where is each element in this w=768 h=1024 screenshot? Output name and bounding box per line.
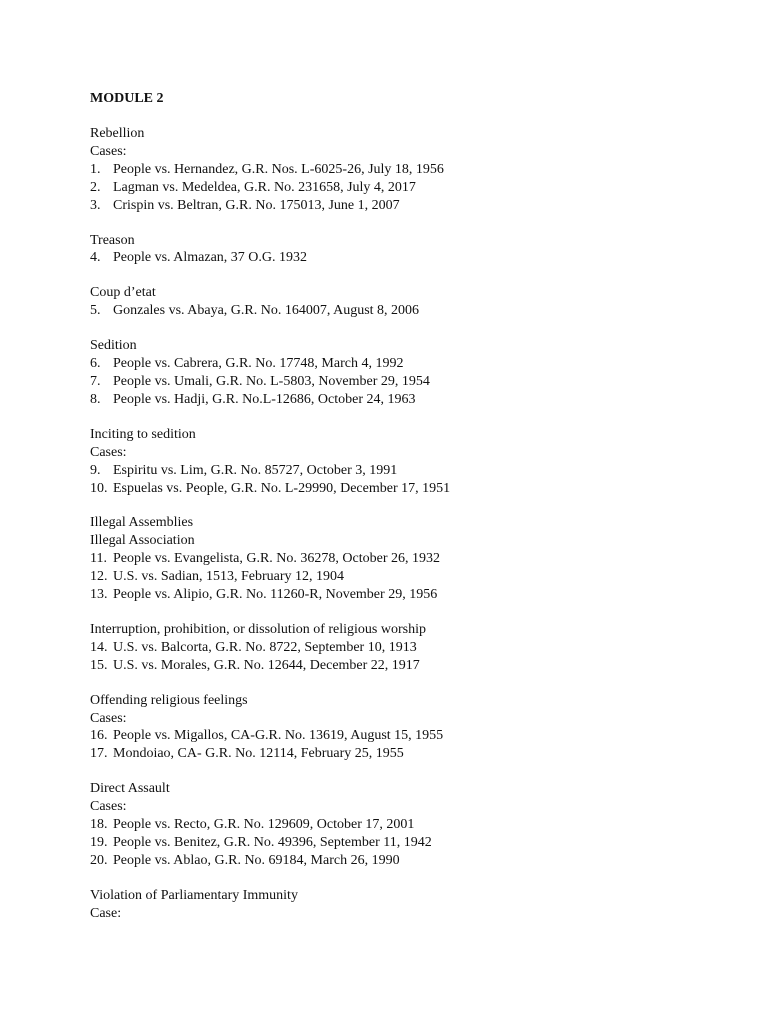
- case-number: 7.: [90, 373, 101, 389]
- case-item: [90, 657, 730, 675]
- case-citation: People vs. Benitez, G.R. No. 49396, September 11, 1942: [113, 835, 432, 850]
- case-item: [90, 161, 730, 179]
- case-number: 2.: [90, 179, 101, 195]
- case-item: [90, 197, 730, 215]
- case-number: 17.: [90, 746, 108, 762]
- case-number: 13.: [90, 587, 108, 603]
- case-item: [90, 745, 730, 763]
- section-direct-assault: [90, 780, 730, 870]
- case-number: 4.: [90, 250, 101, 266]
- section-offending-religious-feelings: [90, 692, 730, 764]
- case-item: [90, 462, 730, 480]
- section-sedition: [90, 337, 730, 409]
- section-illegal-assemblies: [90, 514, 730, 604]
- section-heading: Offending religious feelings: [90, 692, 248, 708]
- case-item: [90, 727, 730, 745]
- section-heading: Illegal Assemblies: [90, 515, 194, 531]
- case-item: [90, 639, 730, 657]
- case-citation: People vs. Umali, G.R. No. L-5803, November 29, 1954: [113, 373, 430, 389]
- section-rebellion: [90, 125, 730, 215]
- section-heading: Coup d’etat: [90, 285, 156, 301]
- case-number: 5.: [90, 303, 101, 319]
- case-item: [90, 586, 730, 604]
- case-citation: U.S. vs. Morales, G.R. No. 12644, December 22, 1917: [113, 657, 420, 673]
- case-item: [90, 568, 730, 586]
- section-subheading: Illegal Association: [90, 533, 195, 549]
- case-number: 9.: [90, 462, 101, 478]
- section-subheading: Cases:: [90, 444, 127, 460]
- case-citation: People vs. Hernandez, G.R. Nos. L-6025-26, July 18, 1956: [113, 161, 444, 177]
- section-subheading: Cases:: [90, 710, 127, 726]
- case-citation: People vs. Cabrera, G.R. No. 17748, March 4, 1992: [113, 356, 404, 372]
- document-page: [90, 90, 730, 923]
- module-title: MODULE 2: [90, 91, 164, 106]
- case-item: [90, 373, 730, 391]
- section-heading: Inciting to sedition: [90, 426, 196, 442]
- case-citation: People vs. Recto, G.R. No. 129609, October 17, 2001: [113, 817, 415, 833]
- section-heading: Violation of Parliamentary Immunity: [90, 887, 298, 903]
- section-inciting-to-sedition: [90, 426, 730, 498]
- case-citation: Mondoiao, CA- G.R. No. 12114, February 25, 1955: [113, 746, 404, 762]
- case-citation: People vs. Hadji, G.R. No.L-12686, October 24, 1963: [113, 391, 416, 407]
- case-citation: Espiritu vs. Lim, G.R. No. 85727, October 3, 1991: [113, 462, 398, 478]
- case-number: 11.: [90, 551, 107, 567]
- section-heading: Sedition: [90, 338, 137, 354]
- case-citation: Crispin vs. Beltran, G.R. No. 175013, June 1, 2007: [113, 197, 400, 213]
- case-citation: U.S. vs. Balcorta, G.R. No. 8722, September 10, 1913: [113, 639, 417, 655]
- case-citation: People vs. Migallos, CA-G.R. No. 13619, August 15, 1955: [113, 728, 444, 744]
- case-number: 10.: [90, 480, 108, 496]
- section-heading: Direct Assault: [90, 781, 170, 797]
- case-item: [90, 550, 730, 568]
- case-number: 18.: [90, 817, 108, 833]
- case-number: 1.: [90, 161, 101, 177]
- case-citation: People vs. Alipio, G.R. No. 11260-R, November 29, 1956: [113, 587, 438, 603]
- section-subheading: Cases:: [90, 143, 127, 159]
- case-item: [90, 302, 730, 320]
- case-number: 12.: [90, 569, 108, 585]
- section-heading: Interruption, prohibition, or dissolution of religious worship: [90, 621, 426, 637]
- case-citation: People vs. Evangelista, G.R. No. 36278, October 26, 1932: [113, 551, 441, 567]
- case-citation: People vs. Almazan, 37 O.G. 1932: [113, 250, 308, 266]
- case-number: 15.: [90, 657, 108, 673]
- case-number: 3.: [90, 197, 101, 213]
- case-number: 8.: [90, 391, 101, 407]
- case-citation: U.S. vs. Sadian, 1513, February 12, 1904: [113, 569, 344, 585]
- section-treason: [90, 232, 730, 268]
- case-citation: Lagman vs. Medeldea, G.R. No. 231658, July 4, 2017: [113, 179, 416, 195]
- section-heading: Treason: [90, 232, 135, 248]
- case-number: 6.: [90, 356, 101, 372]
- case-citation: People vs. Ablao, G.R. No. 69184, March 26, 1990: [113, 852, 400, 868]
- section-coup-d-etat: [90, 284, 730, 320]
- case-number: 19.: [90, 835, 108, 850]
- case-item: [90, 179, 730, 197]
- case-number: 14.: [90, 639, 108, 655]
- case-item: [90, 816, 730, 834]
- section-interruption-prohibition-or-dissolution-of-religious-worship: [90, 621, 730, 675]
- section-heading: Rebellion: [90, 126, 145, 141]
- case-item: [90, 834, 730, 852]
- case-item: [90, 852, 730, 870]
- section-violation-of-parliamentary-immunity: [90, 887, 730, 923]
- section-subheading: Case:: [90, 905, 122, 921]
- case-citation: Espuelas vs. People, G.R. No. L-29990, December 17, 1951: [113, 480, 451, 496]
- case-item: [90, 249, 730, 267]
- section-subheading: Cases:: [90, 799, 127, 815]
- case-item: [90, 480, 730, 498]
- case-item: [90, 391, 730, 409]
- case-item: [90, 355, 730, 373]
- case-number: 16.: [90, 728, 108, 744]
- sections-container: [90, 125, 730, 923]
- case-number: 20.: [90, 852, 108, 868]
- case-citation: Gonzales vs. Abaya, G.R. No. 164007, August 8, 2006: [113, 303, 420, 319]
